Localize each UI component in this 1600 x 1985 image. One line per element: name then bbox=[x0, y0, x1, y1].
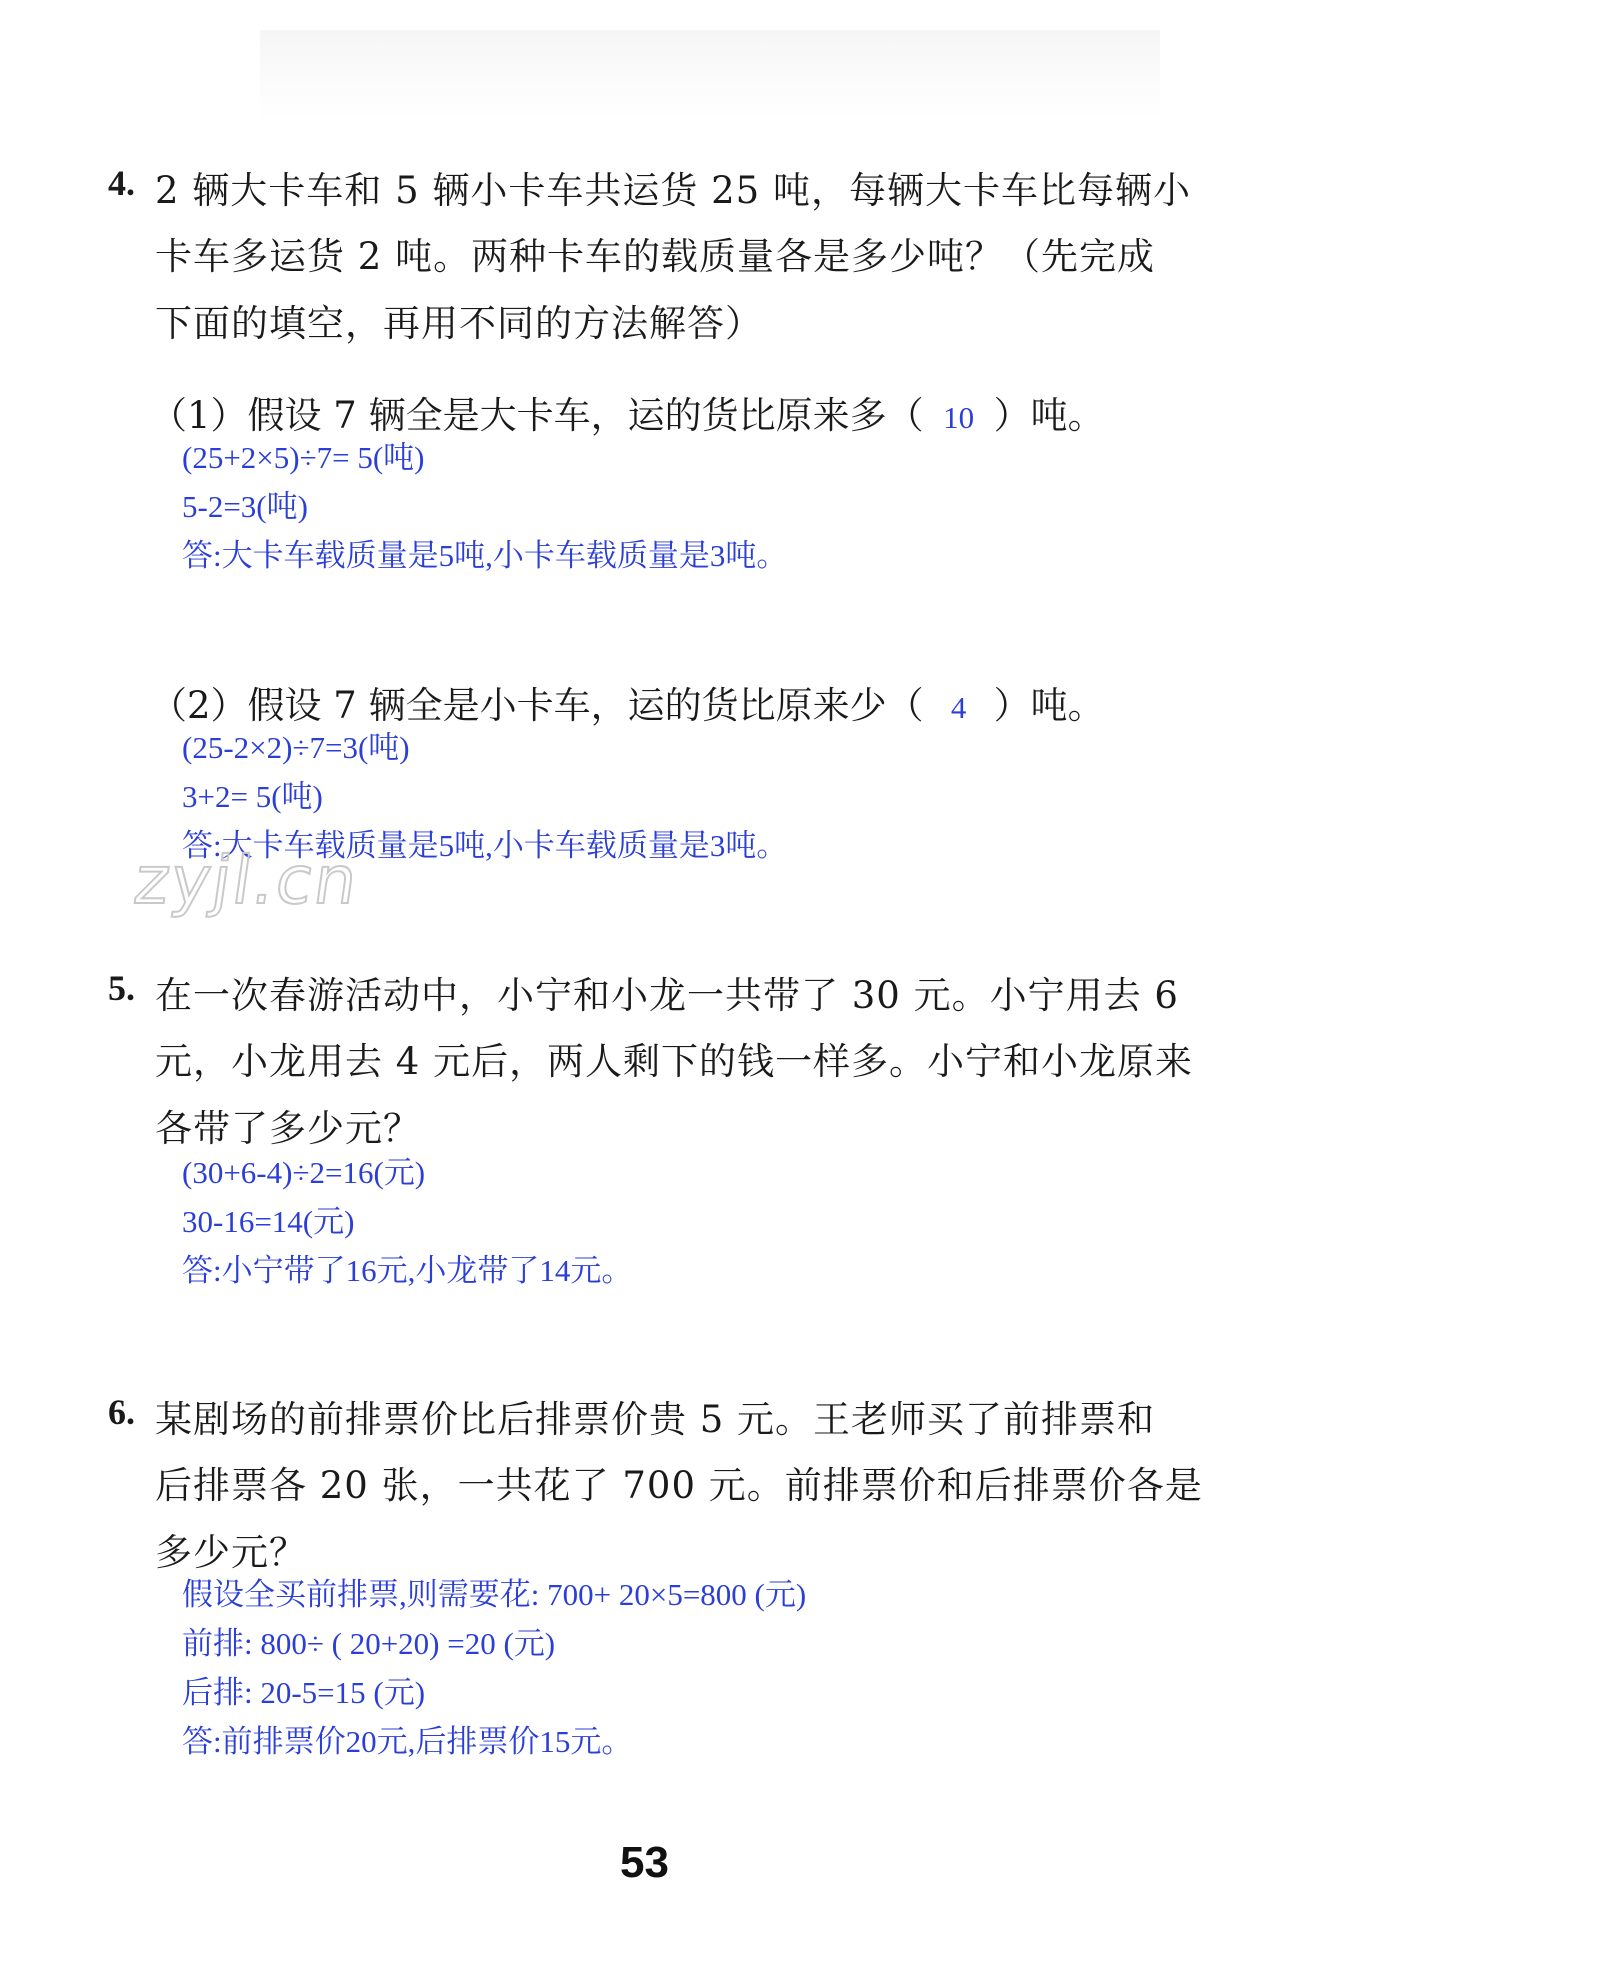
question-4-part-1 bbox=[150, 385, 1105, 439]
question-6-answer-line-3: 后排: 20-5=15 (元) bbox=[182, 1675, 426, 1710]
question-6-answer-line-1: 假设全买前排票,则需要花: 700+ 20×5=800 (元) bbox=[182, 1577, 807, 1612]
part-2-prefix: （2）假设 7 辆全是小卡车，运的货比原来少（ bbox=[150, 684, 924, 727]
part-1-answer-line-1: (25+2×5)÷7= 5(吨) bbox=[182, 440, 425, 475]
faded-header-area bbox=[260, 30, 1160, 120]
part-2-answer-line-3: 答:大卡车载质量是5吨,小卡车载质量是3吨。 bbox=[182, 828, 788, 863]
question-5-answer-line-1: (30+6-4)÷2=16(元) bbox=[182, 1155, 426, 1190]
question-4-line-3: 下面的填空，再用不同的方法解答） bbox=[155, 302, 763, 345]
part-2-answer-line-2: 3+2= 5(吨) bbox=[182, 779, 323, 814]
question-5-answer-line-2: 30-16=14(元) bbox=[182, 1204, 355, 1239]
question-4-number: 4. bbox=[108, 163, 135, 203]
question-6-number: 6. bbox=[108, 1392, 135, 1432]
part-1-answer-line-2: 5-2=3(吨) bbox=[182, 489, 308, 524]
watermark: zyjl.cn bbox=[129, 842, 364, 919]
part-1-suffix: ）吨。 bbox=[993, 394, 1105, 437]
question-5-number: 5. bbox=[108, 968, 135, 1008]
question-5-line-1: 在一次春游活动中，小宁和小龙一共带了 30 元。小宁用去 6 bbox=[155, 974, 1179, 1017]
question-4-part-2 bbox=[150, 675, 1105, 729]
part-1-answer-blank: 10 bbox=[943, 400, 975, 435]
question-5-line-3: 各带了多少元？ bbox=[155, 1107, 421, 1150]
question-5-answer-line-3: 答:小宁带了16元,小龙带了14元。 bbox=[182, 1253, 633, 1288]
question-5-line-2: 元，小龙用去 4 元后，两人剩下的钱一样多。小宁和小龙原来 bbox=[155, 1040, 1194, 1083]
question-6-line-3: 多少元？ bbox=[155, 1531, 307, 1574]
part-2-suffix: ）吨。 bbox=[993, 684, 1105, 727]
question-6-line-2: 后排票各 20 张，一共花了 700 元。前排票价和后排票价各是 bbox=[155, 1464, 1203, 1507]
question-6-answer-line-4: 答:前排票价20元,后排票价15元。 bbox=[182, 1724, 633, 1759]
part-1-answer-line-3: 答:大卡车载质量是5吨,小卡车载质量是3吨。 bbox=[182, 538, 788, 573]
question-4-line-1: 2 辆大卡车和 5 辆小卡车共运货 25 吨，每辆大卡车比每辆小 bbox=[155, 169, 1191, 212]
part-1-prefix: （1）假设 7 辆全是大卡车，运的货比原来多（ bbox=[150, 394, 924, 437]
part-2-answer-line-1: (25-2×2)÷7=3(吨) bbox=[182, 730, 410, 765]
question-6-line-1: 某剧场的前排票价比后排票价贵 5 元。王老师买了前排票和 bbox=[155, 1398, 1156, 1441]
question-6-answer-line-2: 前排: 800÷ ( 20+20) =20 (元) bbox=[182, 1626, 556, 1661]
question-4-line-2: 卡车多运货 2 吨。两种卡车的载质量各是多少吨？（先完成 bbox=[155, 235, 1156, 278]
part-2-answer-blank: 4 bbox=[950, 690, 967, 725]
page-number: 53 bbox=[620, 1838, 669, 1887]
